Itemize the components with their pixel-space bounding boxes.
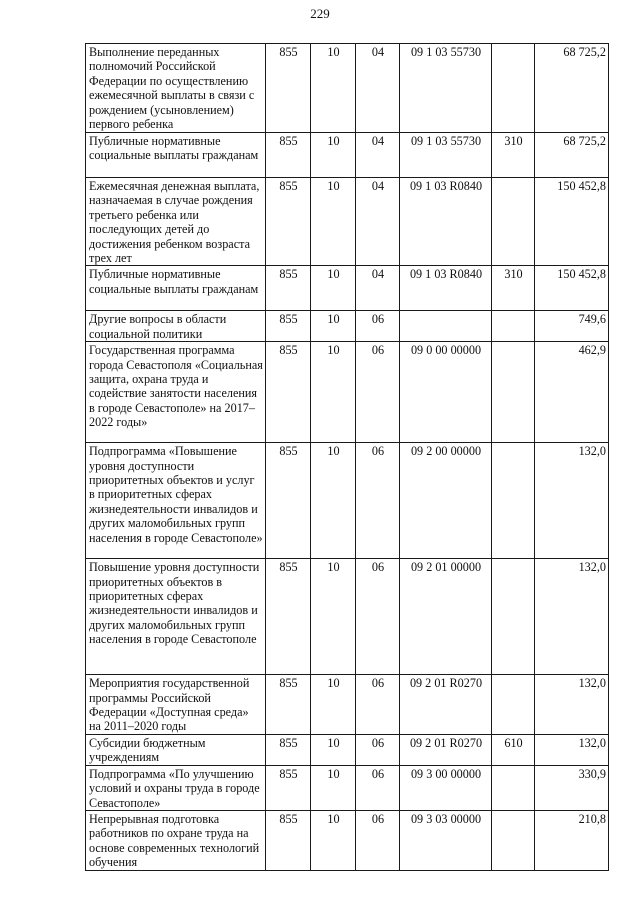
row-pr: 06 bbox=[356, 311, 400, 342]
table-row bbox=[86, 133, 609, 178]
row-rz: 10 bbox=[311, 810, 356, 870]
row-vr: 310 bbox=[492, 133, 535, 178]
row-pr: 04 bbox=[356, 133, 400, 178]
row-ved: 855 bbox=[266, 342, 311, 443]
row-pr: 06 bbox=[356, 443, 400, 559]
row-vr bbox=[492, 311, 535, 342]
row-sum: 132,0 bbox=[535, 559, 609, 675]
row-rz: 10 bbox=[311, 311, 356, 342]
row-name: Мероприятия государственной программы Российской Федерации «Доступная среда» на 2011–2020 годы bbox=[86, 675, 266, 735]
row-pr: 06 bbox=[356, 675, 400, 735]
row-csr: 09 1 03 55730 bbox=[400, 44, 492, 133]
table-row bbox=[86, 311, 609, 342]
row-vr: 610 bbox=[492, 734, 535, 765]
row-csr: 09 1 03 R0840 bbox=[400, 266, 492, 311]
row-name: Публичные нормативные социальные выплаты гражданам bbox=[86, 133, 266, 178]
row-name: Подпрограмма «Повышение уровня доступности приоритетных объектов и услуг в приоритетных сферах жизнедеятельности инвалидов и других маломобильных групп населения в городе Севастополе» bbox=[86, 443, 266, 559]
row-rz: 10 bbox=[311, 44, 356, 133]
row-vr bbox=[492, 44, 535, 133]
row-csr: 09 0 00 00000 bbox=[400, 342, 492, 443]
row-sum: 132,0 bbox=[535, 734, 609, 765]
table-row bbox=[86, 734, 609, 765]
row-name: Подпрограмма «По улучшению условий и охраны труда в городе Севастополе» bbox=[86, 765, 266, 810]
row-ved: 855 bbox=[266, 311, 311, 342]
table-row bbox=[86, 342, 609, 443]
row-ved: 855 bbox=[266, 178, 311, 266]
page-number: 229 bbox=[310, 6, 330, 21]
row-ved: 855 bbox=[266, 765, 311, 810]
row-pr: 06 bbox=[356, 342, 400, 443]
row-name: Государственная программа города Севастополя «Социальная защита, охрана труда и содействие занятости населения в городе Севастополе» на 2017–2022 годы» bbox=[86, 342, 266, 443]
table-row bbox=[86, 675, 609, 735]
row-sum: 132,0 bbox=[535, 675, 609, 735]
table-row bbox=[86, 765, 609, 810]
row-csr bbox=[400, 311, 492, 342]
row-csr: 09 1 03 55730 bbox=[400, 133, 492, 178]
table-row bbox=[86, 44, 609, 133]
row-csr: 09 3 03 00000 bbox=[400, 810, 492, 870]
row-sum: 68 725,2 bbox=[535, 133, 609, 178]
row-pr: 04 bbox=[356, 266, 400, 311]
row-rz: 10 bbox=[311, 133, 356, 178]
row-name: Субсидии бюджетным учреждениям bbox=[86, 734, 266, 765]
row-csr: 09 2 01 R0270 bbox=[400, 734, 492, 765]
row-vr bbox=[492, 178, 535, 266]
row-csr: 09 2 01 R0270 bbox=[400, 675, 492, 735]
row-sum: 132,0 bbox=[535, 443, 609, 559]
row-name: Публичные нормативные социальные выплаты гражданам bbox=[86, 266, 266, 311]
row-name: Выполнение переданных полномочий Российской Федерации по осуществлению ежемесячной выплаты в связи с рождением (усыновлением) первого ребенка bbox=[86, 44, 266, 133]
row-ved: 855 bbox=[266, 443, 311, 559]
row-csr: 09 3 00 00000 bbox=[400, 765, 492, 810]
row-ved: 855 bbox=[266, 675, 311, 735]
row-ved: 855 bbox=[266, 810, 311, 870]
row-sum: 210,8 bbox=[535, 810, 609, 870]
row-pr: 06 bbox=[356, 734, 400, 765]
row-rz: 10 bbox=[311, 443, 356, 559]
row-vr bbox=[492, 443, 535, 559]
row-csr: 09 2 01 00000 bbox=[400, 559, 492, 675]
row-rz: 10 bbox=[311, 342, 356, 443]
row-rz: 10 bbox=[311, 675, 356, 735]
row-ved: 855 bbox=[266, 734, 311, 765]
row-pr: 04 bbox=[356, 178, 400, 266]
row-vr bbox=[492, 810, 535, 870]
row-rz: 10 bbox=[311, 266, 356, 311]
row-sum: 330,9 bbox=[535, 765, 609, 810]
row-ved: 855 bbox=[266, 133, 311, 178]
table-row bbox=[86, 443, 609, 559]
row-sum: 150 452,8 bbox=[535, 266, 609, 311]
row-ved: 855 bbox=[266, 559, 311, 675]
row-csr: 09 2 00 00000 bbox=[400, 443, 492, 559]
row-vr bbox=[492, 342, 535, 443]
table-row bbox=[86, 810, 609, 870]
row-rz: 10 bbox=[311, 765, 356, 810]
row-rz: 10 bbox=[311, 734, 356, 765]
row-pr: 04 bbox=[356, 44, 400, 133]
row-vr bbox=[492, 559, 535, 675]
table-row bbox=[86, 266, 609, 311]
row-rz: 10 bbox=[311, 559, 356, 675]
row-pr: 06 bbox=[356, 559, 400, 675]
row-name: Повышение уровня доступности приоритетных объектов в приоритетных сферах жизнедеятельности инвалидов и других маломобильных групп населения в городе Севастополе bbox=[86, 559, 266, 675]
row-vr bbox=[492, 675, 535, 735]
row-name: Непрерывная подготовка работников по охране труда на основе современных технологий обучения bbox=[86, 810, 266, 870]
row-vr bbox=[492, 765, 535, 810]
row-vr: 310 bbox=[492, 266, 535, 311]
row-pr: 06 bbox=[356, 765, 400, 810]
budget-table bbox=[85, 43, 609, 871]
row-name: Ежемесячная денежная выплата, назначаемая в случае рождения третьего ребенка или последующих детей до достижения ребенком возраста трех лет bbox=[86, 178, 266, 266]
row-sum: 68 725,2 bbox=[535, 44, 609, 133]
row-pr: 06 bbox=[356, 810, 400, 870]
row-sum: 462,9 bbox=[535, 342, 609, 443]
row-ved: 855 bbox=[266, 44, 311, 133]
row-sum: 749,6 bbox=[535, 311, 609, 342]
table-row bbox=[86, 559, 609, 675]
row-ved: 855 bbox=[266, 266, 311, 311]
row-csr: 09 1 03 R0840 bbox=[400, 178, 492, 266]
row-sum: 150 452,8 bbox=[535, 178, 609, 266]
row-name: Другие вопросы в области социальной политики bbox=[86, 311, 266, 342]
row-rz: 10 bbox=[311, 178, 356, 266]
table-row bbox=[86, 178, 609, 266]
